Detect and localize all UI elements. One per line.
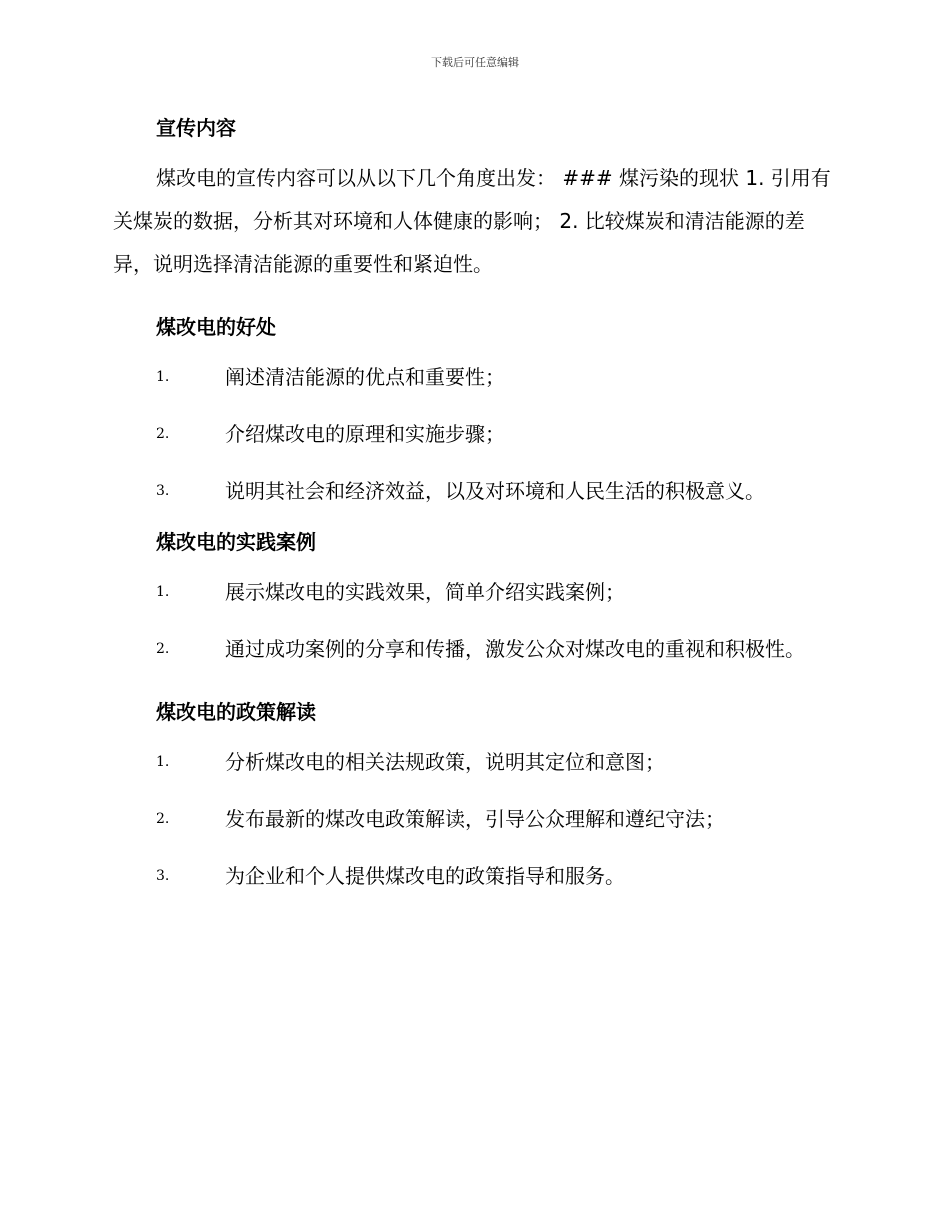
- list-number: 3.: [156, 868, 170, 884]
- publicity-paragraph: 煤改电的宣传内容可以从以下几个角度出发： ### 煤污染的现状 1. 引用有关煤炭的数据，分析其对环境和人体健康的影响； 2. 比较煤炭和清洁能源的差异，说明选择清洁能源的重要性和紧迫性。: [113, 166, 831, 276]
- list-number: 1.: [156, 584, 170, 600]
- list-number: 1.: [156, 754, 170, 770]
- list-item-text: 介绍煤改电的原理和实施步骤；: [225, 422, 505, 446]
- list-number: 2.: [156, 641, 170, 657]
- section-heading-publicity-content: 宣传内容: [156, 116, 236, 140]
- list-number: 2.: [156, 426, 170, 442]
- document-body: [113, 113, 841, 898]
- list-number: 1.: [156, 369, 170, 385]
- list-item: [113, 741, 841, 784]
- list-item: [113, 855, 841, 898]
- list-item: [113, 356, 841, 399]
- list-number: 2.: [156, 811, 170, 827]
- list-item-text: 说明其社会和经济效益，以及对环境和人民生活的积极意义。: [225, 479, 765, 503]
- list-item-text: 为企业和个人提供煤改电的政策指导和服务。: [225, 864, 625, 888]
- list-item: [113, 571, 841, 614]
- list-item-text: 阐述清洁能源的优点和重要性；: [225, 365, 505, 389]
- list-item-text: 分析煤改电的相关法规政策，说明其定位和意图；: [225, 750, 665, 774]
- list-number: 3.: [156, 483, 170, 499]
- header-note: 下载后可任意编辑: [431, 56, 519, 69]
- section-heading-benefits: 煤改电的好处: [156, 315, 276, 339]
- list-item-text: 通过成功案例的分享和传播，激发公众对煤改电的重视和积极性。: [225, 637, 805, 661]
- section-heading-policy-interpretation: 煤改电的政策解读: [156, 700, 316, 724]
- section-heading-practice-cases: 煤改电的实践案例: [156, 530, 316, 554]
- list-item: [113, 413, 841, 456]
- list-item-text: 发布最新的煤改电政策解读，引导公众理解和遵纪守法；: [225, 807, 725, 831]
- list-item: [113, 628, 841, 671]
- list-item: [113, 470, 841, 513]
- list-item-text: 展示煤改电的实践效果，简单介绍实践案例；: [225, 580, 625, 604]
- list-item: [113, 798, 841, 841]
